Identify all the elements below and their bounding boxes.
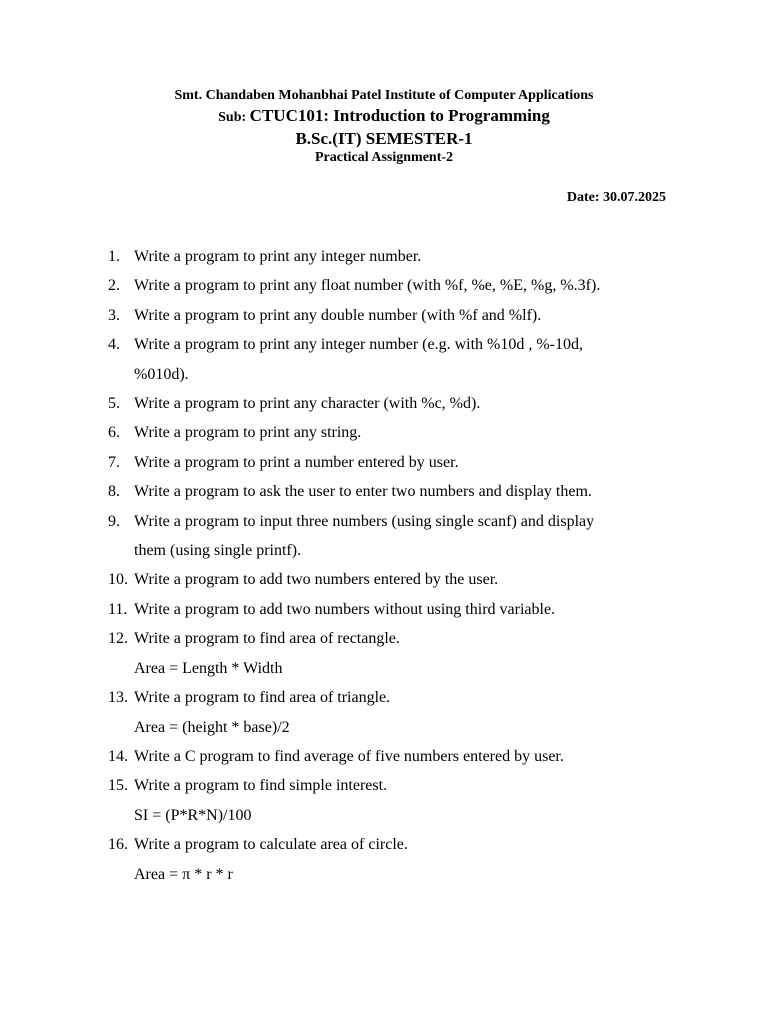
question-text: Write a program to find simple interest. xyxy=(134,777,388,795)
question-number: 8. xyxy=(108,483,120,501)
question-number: 16. xyxy=(108,836,128,854)
question-number: 15. xyxy=(108,777,128,795)
question-item xyxy=(108,683,708,742)
question-text-continued: Area = π * r * r xyxy=(134,865,233,883)
question-number: 14. xyxy=(108,747,128,765)
subject-title: CTUC101: Introduction to Programming xyxy=(249,106,550,125)
question-item xyxy=(108,771,708,830)
question-text: Write a program to add two numbers entered by the user. xyxy=(134,571,499,589)
question-item xyxy=(108,830,708,889)
question-number: 7. xyxy=(108,453,120,471)
question-item xyxy=(108,595,708,624)
question-number: 9. xyxy=(108,512,120,530)
assignment-title: Practical Assignment-2 xyxy=(314,150,454,165)
question-text: Write a program to print a number entered by user. xyxy=(134,453,459,471)
question-item xyxy=(108,418,708,447)
assignment-date: Date: 30.07.2025 xyxy=(566,190,666,205)
question-list xyxy=(108,242,708,889)
question-text-continued: them (using single printf). xyxy=(134,542,302,560)
question-text: Write a program to input three numbers (using single scanf) and display xyxy=(134,512,595,530)
question-item xyxy=(108,507,708,566)
question-text: Write a program to calculate area of circle. xyxy=(134,836,408,854)
question-number: 10. xyxy=(108,571,128,589)
question-item xyxy=(108,624,708,683)
question-item xyxy=(108,742,708,771)
question-text: Write a program to find area of triangle. xyxy=(134,689,391,707)
question-item xyxy=(108,477,708,506)
question-number: 2. xyxy=(108,277,120,295)
question-text: Write a C program to find average of five numbers entered by user. xyxy=(134,747,564,765)
question-number: 1. xyxy=(108,248,120,265)
course-title: B.Sc.(IT) SEMESTER-1 xyxy=(295,129,473,148)
question-item xyxy=(108,448,708,477)
question-text-continued: SI = (P*R*N)/100 xyxy=(134,806,252,824)
institute-name: Smt. Chandaben Mohanbhai Patel Institute of Computer Applications xyxy=(174,88,594,103)
question-text: Write a program to print any string. xyxy=(134,424,362,442)
subject-line xyxy=(0,105,768,129)
question-item xyxy=(108,242,708,271)
question-item xyxy=(108,389,708,418)
question-number: 5. xyxy=(108,395,120,413)
question-text: Write a program to ask the user to enter two numbers and display them. xyxy=(134,483,592,501)
question-text: Write a program to add two numbers without using third variable. xyxy=(134,600,556,618)
question-text: Write a program to print any float number (with %f, %e, %E, %g, %.3f). xyxy=(134,277,601,295)
question-number: 4. xyxy=(108,336,120,354)
question-text: Write a program to print any character (with %c, %d). xyxy=(134,395,481,413)
question-number: 3. xyxy=(108,306,120,324)
question-text-continued: Area = Length * Width xyxy=(134,659,283,677)
subject-label: Sub: xyxy=(218,110,250,125)
document-header xyxy=(0,87,768,166)
question-text: Write a program to print any integer number (e.g. with %10d , %-10d, xyxy=(134,336,584,354)
question-text: Write a program to print any double number (with %f and %lf). xyxy=(134,306,542,324)
question-text-continued: %010d). xyxy=(134,365,189,383)
question-number: 12. xyxy=(108,630,128,648)
question-item xyxy=(108,301,708,330)
question-text: Write a program to find area of rectangle. xyxy=(134,630,400,648)
question-number: 11. xyxy=(108,600,128,618)
question-number: 13. xyxy=(108,689,128,707)
question-number: 6. xyxy=(108,424,120,442)
question-item xyxy=(108,565,708,594)
question-text-continued: Area = (height * base)/2 xyxy=(134,718,290,736)
question-item xyxy=(108,330,708,389)
question-item xyxy=(108,271,708,300)
question-text: Write a program to print any integer number. xyxy=(134,248,422,265)
